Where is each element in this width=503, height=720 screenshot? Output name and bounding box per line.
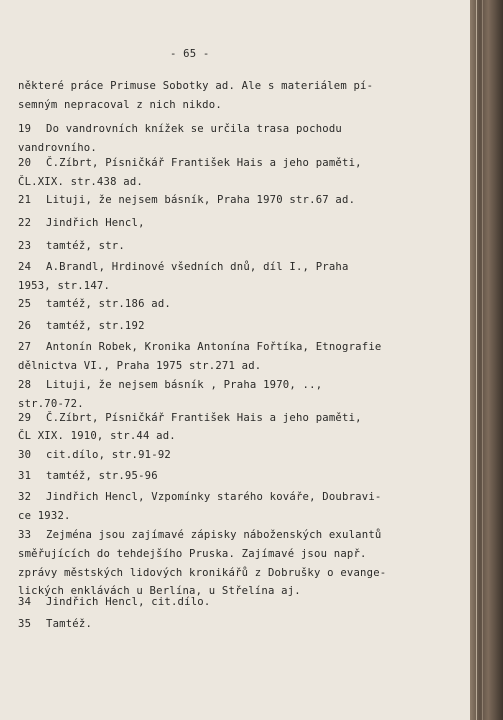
footnote-number: 24 <box>18 261 32 273</box>
intro-line: některé práce Primuse Sobotky ad. Ale s materiálem pí- <box>18 80 374 92</box>
footnote-text-line: ČL.XIX. str.438 ad. <box>18 176 143 188</box>
intro-line: semným nepracoval z nich nikdo. <box>18 99 222 111</box>
spine-edge-line <box>482 0 483 720</box>
footnote-text-line: tamtéž, str.95-96 <box>46 470 158 482</box>
footnote-number: 35 <box>18 618 32 630</box>
footnote-number: 21 <box>18 194 32 206</box>
footnote-text-line: tamtéž, str. <box>46 240 125 252</box>
footnote-text-line: Lituji, že nejsem básník, Praha 1970 str.67 ad. <box>46 194 356 206</box>
footnote-text-line: Č.Zíbrt, Písničkář František Hais a jeho paměti, <box>46 412 362 424</box>
footnote-text-line: dělnictva VI., Praha 1975 str.271 ad. <box>18 360 262 372</box>
footnote-text-line: ČL XIX. 1910, str.44 ad. <box>18 430 176 442</box>
footnote-text-line: Jindřich Hencl, <box>46 217 145 229</box>
footnote-number: 25 <box>18 298 32 310</box>
footnote-text-line: Do vandrovních knížek se určila trasa pochodu <box>46 123 343 135</box>
book-spine <box>470 0 503 720</box>
footnote-number: 19 <box>18 123 32 135</box>
footnote-text-line: Jindřich Hencl, Vzpomínky starého kováře, Doubravi- <box>46 491 382 503</box>
footnote-number: 29 <box>18 412 32 424</box>
footnote-text-line: Zejména jsou zajímavé zápisky náboženských exulantů <box>46 529 382 541</box>
footnote-number: 31 <box>18 470 32 482</box>
spine-edge-line <box>476 0 477 720</box>
footnote-number: 34 <box>18 596 32 608</box>
footnote-number: 26 <box>18 320 32 332</box>
footnote-text-line: ce 1932. <box>18 510 71 522</box>
footnote-text-line: cit.dílo, str.91-92 <box>46 449 171 461</box>
footnote-text-line: Lituji, že nejsem básník , Praha 1970, .., <box>46 379 323 391</box>
footnote-number: 28 <box>18 379 32 391</box>
footnote-text-line: směřujících do tehdejšího Pruska. Zajímavé jsou např. <box>18 548 367 560</box>
page-number: - 65 - <box>170 48 210 60</box>
footnote-text-line: zprávy městských lidových kronikářů z Dobrušky o evange- <box>18 567 387 579</box>
footnote-text-line: lických enklávách u Berlína, u Střelína aj. <box>18 585 301 597</box>
footnote-text-line: str.70-72. <box>18 398 84 410</box>
footnote-text-line: vandrovního. <box>18 142 97 154</box>
footnote-number: 23 <box>18 240 32 252</box>
footnote-number: 20 <box>18 157 32 169</box>
footnote-text-line: Tamtéž. <box>46 618 93 630</box>
footnote-text-line: Č.Zíbrt, Písničkář František Hais a jeho paměti, <box>46 157 362 169</box>
footnote-text-line: 1953, str.147. <box>18 280 111 292</box>
footnote-text-line: A.Brandl, Hrdinové všedních dnů, díl I., Praha <box>46 261 349 273</box>
footnote-number: 22 <box>18 217 32 229</box>
footnote-number: 27 <box>18 341 32 353</box>
footnote-number: 30 <box>18 449 32 461</box>
footnote-number: 33 <box>18 529 32 541</box>
footnote-number: 32 <box>18 491 32 503</box>
footnote-text-line: Jindřich Hencl, cit.dílo. <box>46 596 211 608</box>
footnote-text-line: tamtéž, str.192 <box>46 320 145 332</box>
footnote-text-line: tamtéž, str.186 ad. <box>46 298 171 310</box>
footnote-text-line: Antonín Robek, Kronika Antonína Fořtíka, Etnografie <box>46 341 382 353</box>
